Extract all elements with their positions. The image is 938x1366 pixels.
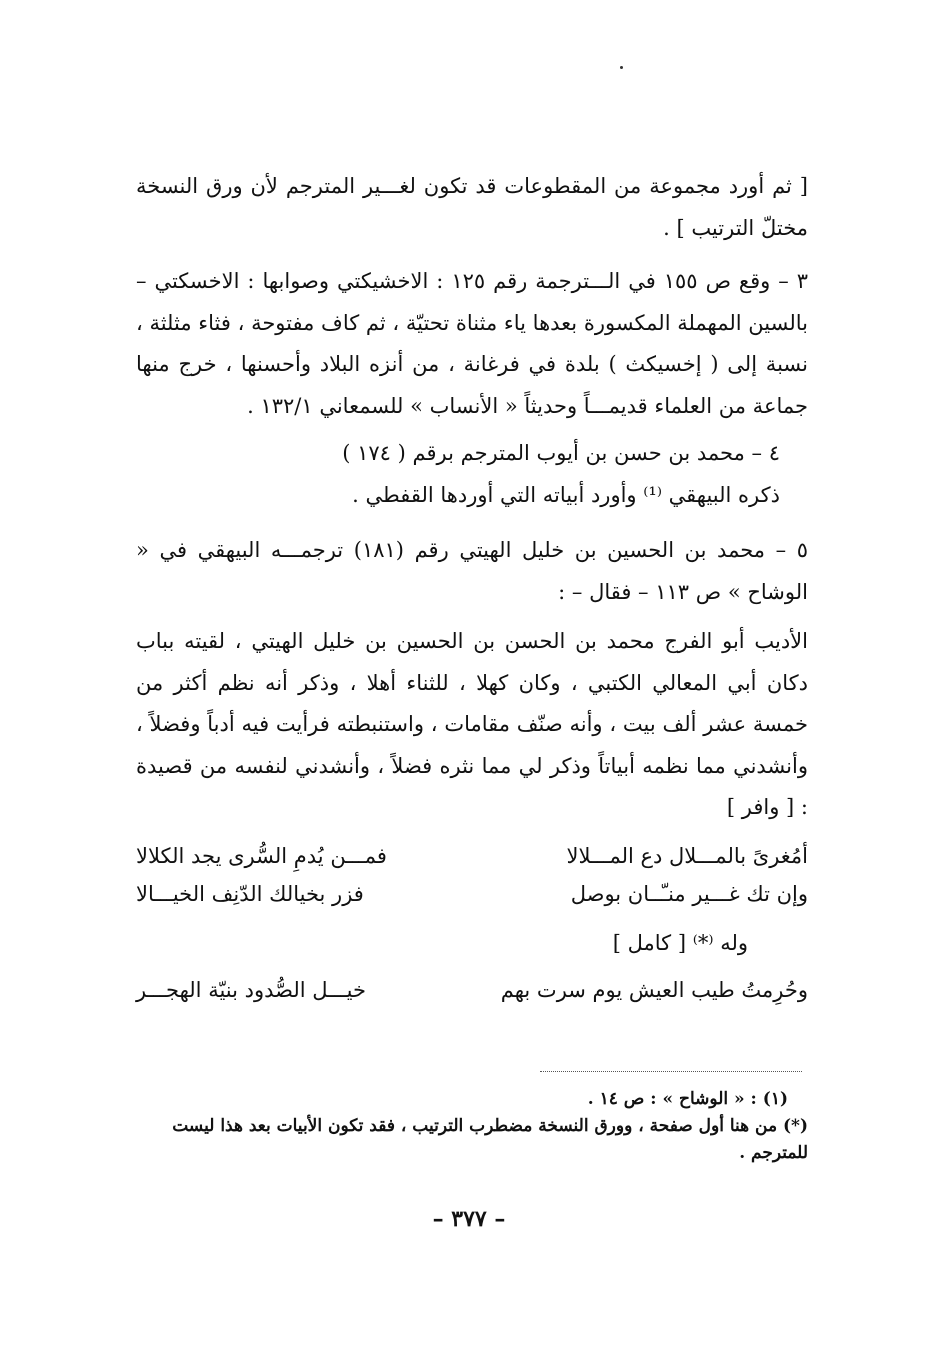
- paragraph-editor-note: [ ثم أورد مجموعة من المقطوعات قد تكون لغـــير المترجم لأن ورق النسخة مختلّ الترتيب ] .: [136, 174, 808, 240]
- footnotes: [136, 1086, 808, 1167]
- verse-line: [136, 837, 808, 875]
- stray-mark: [620, 66, 623, 69]
- page-body: [136, 166, 808, 1009]
- verse-first-hemistich: وإن تك غـــير منـّــان بوصل: [570, 881, 808, 906]
- meter-label-kamil: وله ⁽*⁾ [ كامل ]: [612, 930, 748, 955]
- paragraph-item-4: [136, 433, 808, 516]
- paragraph-quote: الأديب أبو الفرج محمد بن الحسن بن الحسين بن خليل الهيتي ، لقيته بباب دكان أبي المعالي الكتبي ، وكان كهلا ، للثناء أهلا ، وذكر أنه نظم أكثر من خمسة عشر ألف بيت ، وأنه صنّف مقامات ، واستنبطته فرأيت فيه أدباً وفضلاً ، وأنشدني مما نظمه أبياتاً وذكر لي مما نثره فضلاً ، وأنشدني لنفسه من قصيدة : [ وافر ]: [136, 629, 808, 819]
- footnote-1: (١) : « الوشاح » : ص ١٤ .: [587, 1089, 788, 1109]
- verse-second-hemistich: فمـــن يُدمِ السُّرى يجد الكلالا: [136, 843, 387, 868]
- paragraph-item-3: ٣ – وقع ص ١٥٥ في الـــترجمة رقم ١٢٥ : الاخشيكتي وصوابها : الاخسكتي – بالسين المهملة المكسورة بعدها ياء مثناة تحتيّة ، ثم كاف مفتوحة ، فثاء مثلثة ، نسبة إلى ( إخسيكث ) بلدة في فرغانة ، من أنزه البلاد وأحسنها ، خرج منها جماعة من العلماء قديمـــاً وحديثاً « الأنساب » للسمعاني ١٣٢/١ .: [136, 269, 808, 418]
- footnote-divider: [540, 1071, 802, 1072]
- page-number: – ٣٧٧ –: [432, 1206, 506, 1232]
- verse-first-hemistich: أمُغرىً بالمـــلال دع المـــلالا: [566, 843, 808, 868]
- footnote-star: (*) من هنا أول صفحة ، وورق النسخة مضطرب الترتيب ، فقد تكون الأبيات بعد هذا ليست للمترجم .: [172, 1116, 808, 1163]
- verse-line: [136, 875, 808, 913]
- poem-kamil: [136, 971, 808, 1009]
- item-4-text: ذكره البيهقي ⁽¹⁾ وأورد أبياته التي أوردها القفطي .: [352, 482, 780, 507]
- poem-wafir: [136, 837, 808, 913]
- verse-line: [136, 971, 808, 1009]
- paragraph-item-5: ٥ – محمد بن الحسين بن خليل الهيتي رقم (١٨١) ترجمـــه البيهقي في « الوشاح » ص ١١٣ – فقال – :: [136, 538, 808, 604]
- verse-second-hemistich: خيـــل الصُّدود بنيّة الهجـــر: [136, 977, 366, 1002]
- verse-first-hemistich: وحُرِمتُ طيب العيش يوم سرت بهم: [500, 977, 808, 1002]
- verse-second-hemistich: فزر بخيالك الدّنِف الخيـــالا: [136, 881, 364, 906]
- item-4-heading: ٤ – محمد بن حسن بن أيوب المترجم برقم ( ١٧٤ ): [342, 441, 780, 465]
